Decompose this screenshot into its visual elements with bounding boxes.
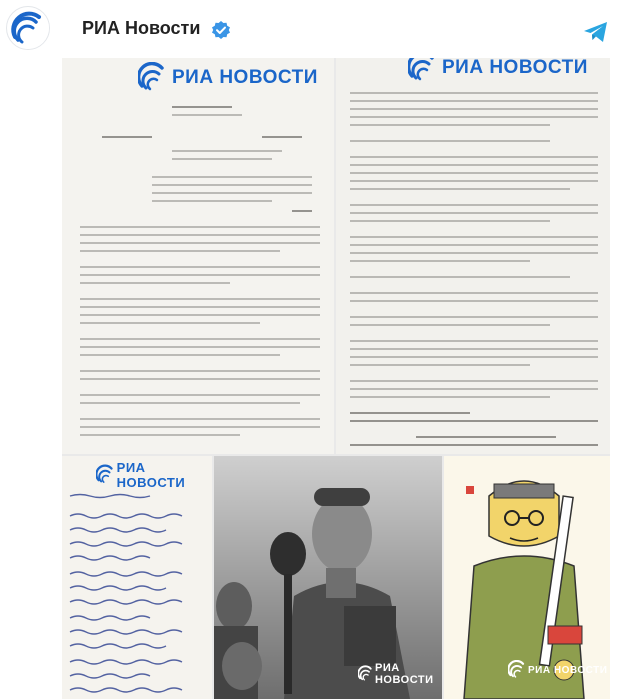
watermark-text: РИА НОВОСТИ bbox=[528, 664, 608, 676]
ria-watermark bbox=[508, 660, 607, 680]
ria-watermark bbox=[138, 62, 318, 94]
channel-name[interactable]: РИА Новости bbox=[82, 18, 201, 38]
channel-avatar[interactable] bbox=[6, 6, 50, 50]
post-header bbox=[0, 0, 624, 58]
ria-logo-icon bbox=[408, 58, 440, 84]
watermark-text: РИА НОВОСТИ bbox=[116, 460, 186, 490]
ria-logo-icon bbox=[7, 7, 50, 50]
telegram-icon[interactable] bbox=[582, 18, 610, 46]
ria-logo-icon bbox=[358, 663, 375, 685]
handwritten-document[interactable] bbox=[62, 456, 212, 699]
verified-badge-icon bbox=[211, 20, 231, 40]
speaker-photo[interactable] bbox=[214, 456, 442, 699]
document-page-1[interactable] bbox=[62, 58, 334, 454]
caricature-drawing[interactable] bbox=[444, 456, 610, 699]
ria-watermark bbox=[408, 58, 588, 84]
watermark-text: РИА НОВОСТИ bbox=[442, 58, 588, 78]
document-page-2[interactable] bbox=[336, 58, 610, 454]
ria-logo-icon bbox=[138, 62, 170, 94]
watermark-text: РИА НОВОСТИ bbox=[374, 662, 434, 686]
handwriting-strokes bbox=[62, 456, 212, 699]
ria-watermark bbox=[358, 662, 442, 686]
watermark-text: РИА НОВОСТИ bbox=[172, 67, 318, 88]
ria-logo-icon bbox=[508, 660, 528, 680]
